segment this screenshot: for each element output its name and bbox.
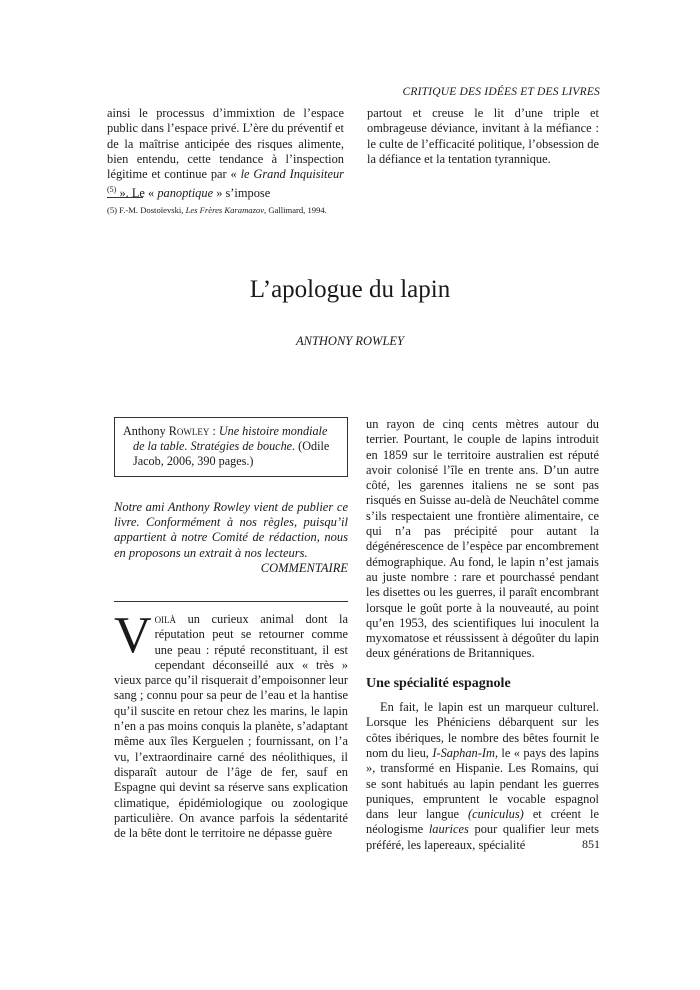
article-title: L’apologue du lapin bbox=[249, 276, 451, 303]
editor-note bbox=[114, 500, 348, 576]
body-right-column bbox=[366, 417, 599, 853]
running-header: CRITIQUE DES IDÉES ET DES LIVRES bbox=[402, 86, 600, 98]
top-left-column bbox=[107, 106, 344, 202]
top-right-paragraph: partout et creuse le lit d’une triple et ombrageuse déviance, invitant à la méfiance : le culte de l’efficacité politique, l’obsession de la défiance et la tentation tyrannique. bbox=[367, 106, 599, 166]
opening-smallcaps: oilà bbox=[154, 612, 177, 626]
section-subheading: Une spécialité espagnole bbox=[366, 675, 511, 691]
reference-details: (Odile Jacob, 2006, 390 pages.) bbox=[133, 439, 330, 468]
grand-inquisiteur-ref: le Grand Inquisiteur bbox=[240, 167, 344, 182]
editor-note-signature: COMMENTAIRE bbox=[260, 560, 348, 575]
top-left-paragraph: ainsi le processus d’immixtion de l’espace public dans l’espace privé. L’ère du préventif et de la maîtrise anticipée des risques alimente, bien entendu, cette tendance à l’inspection légitime et continue par « le Grand Inquisiteur $^{(5)}$ ». Le « panoptique » s’impose bbox=[107, 106, 344, 201]
body-right-paragraph-1: un rayon de cinq cents mètres autour du terrier. Pourtant, le couple de lapins introduit en 1859 sur le territoire australien est réputé avoir colonisé l’île en trente ans. D’un autre côté, les garennes italiens ne se sont pas risqués en Suisse au-delà de Neuchâtel comme s’ils respectaient une frontière alimentaire, ce qui n’a pas précipité pour autant la dégénérescence de l’espèce par encombrement démographique. Au fond, le lapin n’est jamais au juste nombre : rare et pourchassé pendant les disettes ou les guerres, il paraît encombrant lorsque le goût porte à la nouveauté, au point qu’en 1953, des scientifiques lui inoculent la myxomatose et réussissent à dégoûter du lapin deux générations de Britanniques. bbox=[366, 417, 599, 661]
note-ref: (5) bbox=[107, 185, 117, 195]
editor-note-text: Notre ami Anthony Rowley vient de publier ce livre. Conformément à nos règles, puisqu’il appartient à notre Comité de rédaction, nous en proposons un extrait à nos lecteurs. bbox=[114, 500, 348, 560]
drop-cap: V bbox=[114, 607, 152, 664]
footnote: (5) F.-M. Dostoïevski, Les Frères Karamazov, Gallimard, 1994. bbox=[107, 205, 327, 215]
body-left-paragraph: Voilà un curieux animal dont la réputation peut se retourner comme une peau : réputé reconstituant, il est cependant déconseillé aux « très » vieux parce qu’il risquerait d’empoisonner leur sang ; connu pour sa peur de l’eau et la hantise qu’il suscite en retour chez les marins, le lapin n’en a pas moins conquis la planète, s’adaptant même aux îles Kerguelen ; fournissant, on l’a vu, l’extraordinaire carné des néolithiques, il disparaît autour de l’âge de fer, sauf en Espagne qui devint sa réserve sans explication climatique, épidémiologique ou zoologique particulière. On avance parfois la sédentarité de la bête dont le territoire ne dépasse guère bbox=[114, 607, 348, 841]
page-number: 851 bbox=[582, 837, 600, 851]
book-reference-box: Anthony Rowley : Une histoire mondiale de la table. Stratégies de bouche. (Odile Jacob, 2006, 390 pages.) bbox=[114, 417, 348, 477]
section-separator bbox=[114, 601, 348, 602]
panoptique-term: panoptique bbox=[157, 186, 214, 201]
footnote-rule bbox=[107, 197, 143, 198]
reference-author-last: Rowley bbox=[168, 424, 210, 438]
reference-book-title: Une histoire mondiale de la table. Stratégies de bouche. bbox=[133, 424, 328, 453]
body-right-paragraph-2: En fait, le lapin est un marqueur culturel. Lorsque les Phéniciens débarquent sur les côtes ibériques, le nombre des bêtes fournit le nom du lieu, I-Saphan-Im, le « pays des lapins », transformé en Hispanie. Les Romains, qui se sont habitués au lapin pendant les guerres puniques, empruntent le vocable espagnol dans leur langue (cuniculus) et créent le néologisme laurices pour qualifier leur mets préféré, les lapereaux, spécialité bbox=[366, 700, 599, 852]
body-left-column bbox=[114, 607, 348, 841]
article-author: ANTHONY ROWLEY bbox=[295, 334, 404, 348]
top-right-column bbox=[367, 106, 599, 167]
footnote-book-title: Les Frères Karamazov bbox=[185, 205, 265, 215]
